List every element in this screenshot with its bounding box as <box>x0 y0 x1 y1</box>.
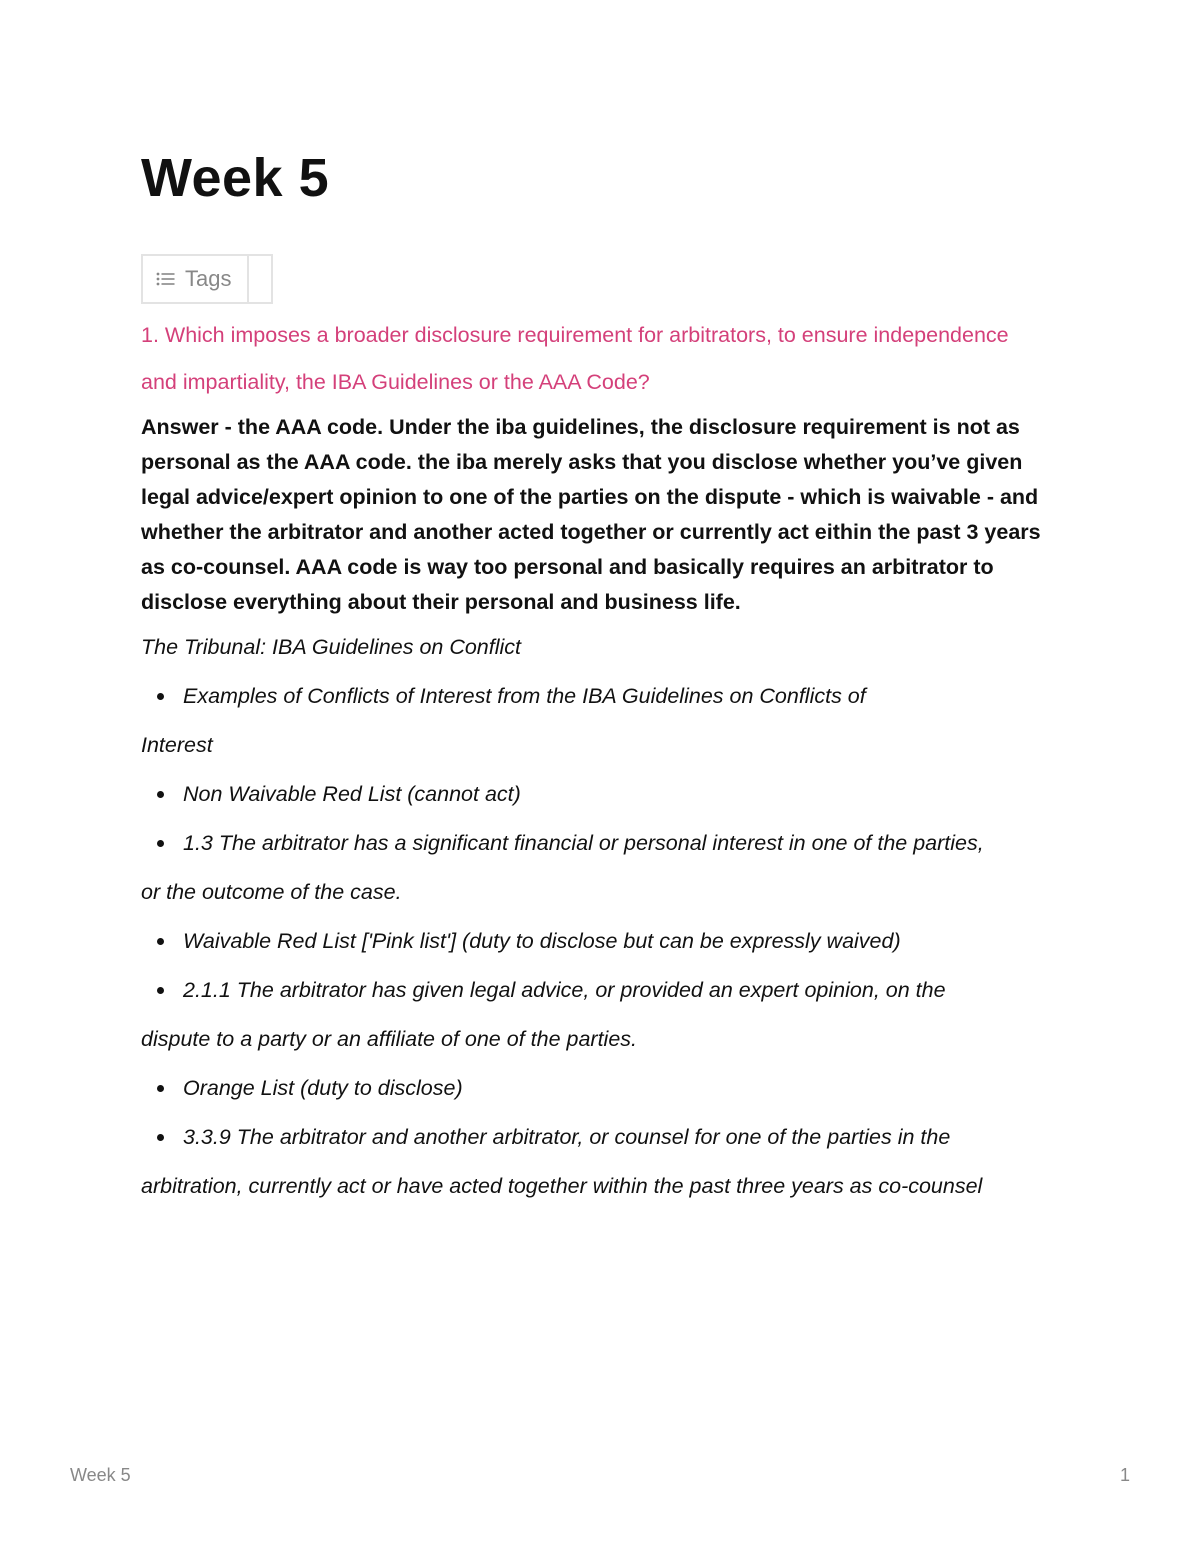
conflict-list <box>141 679 1061 1204</box>
continuation-paragraph: arbitration, currently act or have acted together within the past three years as co-counsel <box>141 1174 983 1198</box>
list-item <box>141 1071 1061 1106</box>
bullet-icon <box>157 840 164 847</box>
list-item-text: Non Waivable Red List (cannot act) <box>183 782 521 806</box>
list-item-text: Waivable Red List ['Pink list'] (duty to disclose but can be expressly waived) <box>183 929 901 953</box>
list-item <box>141 1120 1061 1155</box>
tags-label-cell[interactable] <box>143 256 249 302</box>
list-item-text: 2.1.1 The arbitrator has given legal advice, or provided an expert opinion, on the <box>183 978 946 1002</box>
list-item <box>141 973 1061 1008</box>
document-body <box>141 318 1061 1218</box>
page-number: 1 <box>1119 1465 1130 1485</box>
list-item <box>141 679 1061 714</box>
list-item-text: 1.3 The arbitrator has a significant financial or personal interest in one of the parties, <box>183 831 984 855</box>
continuation-paragraph: or the outcome of the case. <box>141 880 402 904</box>
bullet-icon <box>157 791 164 798</box>
tags-property[interactable] <box>141 254 273 304</box>
list-item-text: Orange List (duty to disclose) <box>183 1076 463 1100</box>
footer-title: Week 5 <box>70 1465 131 1485</box>
question-line-1: 1. Which imposes a broader disclosure requirement for arbitrators, to ensure independence <box>141 323 1009 347</box>
continuation-paragraph: Interest <box>141 733 213 757</box>
list-item <box>141 924 1061 959</box>
bullet-icon <box>157 987 164 994</box>
answer-paragraph: Answer - the AAA code. Under the iba guidelines, the disclosure requirement is not as personal as the AAA code. the iba merely asks that you disclose whether you’ve given legal advice/expert opinion to one of the parties on the dispute - which is waivable - and whether the arbitrator and another acted together or currently act eithin the past 3 years as co-counsel. AAA code is way too personal and basically requires an arbitrator to disclose everything about their personal and business life. <box>141 415 1041 614</box>
list-icon <box>155 268 177 290</box>
section-heading: The Tribunal: IBA Guidelines on Conflict <box>141 635 522 659</box>
continuation-paragraph: dispute to a party or an affiliate of one of the parties. <box>141 1027 638 1051</box>
list-item-text: 3.3.9 The arbitrator and another arbitrator, or counsel for one of the parties in the <box>183 1125 951 1149</box>
list-item <box>141 777 1061 812</box>
bullet-icon <box>157 938 164 945</box>
tags-label: Tags <box>185 266 232 291</box>
question-line-2: and impartiality, the IBA Guidelines or the AAA Code? <box>141 370 650 394</box>
list-item-text: Examples of Conflicts of Interest from the IBA Guidelines on Conflicts of <box>183 684 866 708</box>
bullet-icon <box>157 693 164 700</box>
tags-value-cell[interactable] <box>249 256 271 302</box>
list-item <box>141 826 1061 861</box>
page-title: Week 5 <box>141 148 330 208</box>
bullet-icon <box>157 1085 164 1092</box>
bullet-icon <box>157 1134 164 1141</box>
